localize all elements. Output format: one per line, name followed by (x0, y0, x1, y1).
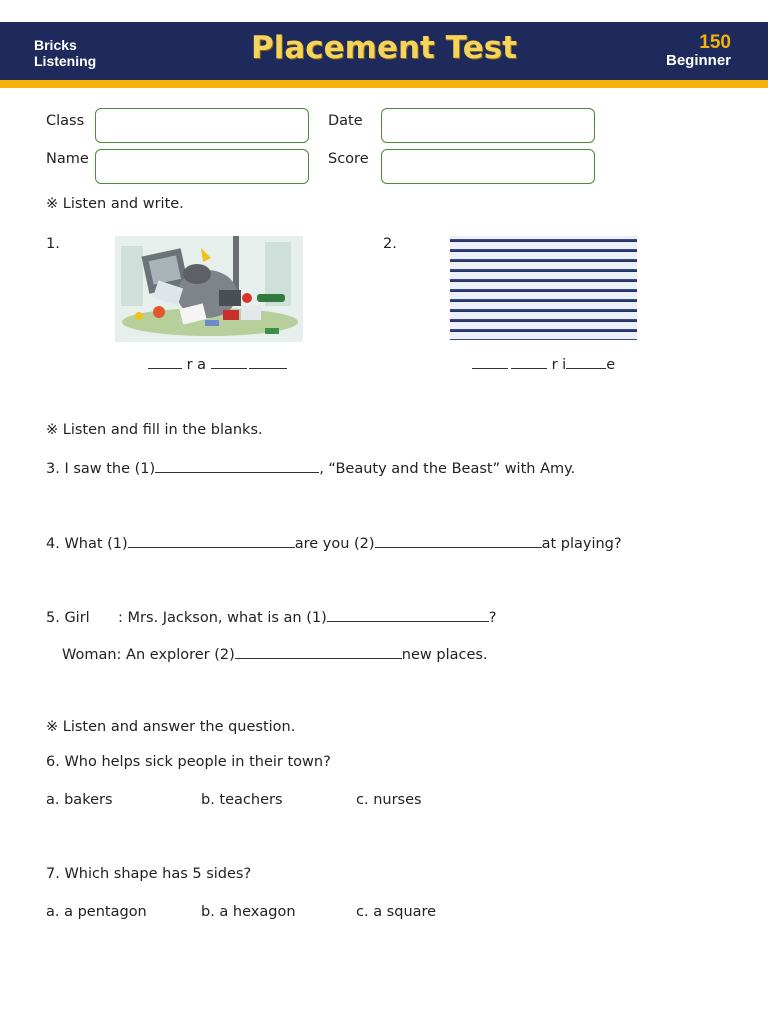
score-field[interactable] (381, 149, 595, 184)
date-field[interactable] (381, 108, 595, 143)
q2-letter-e: e (606, 357, 616, 373)
q4-middle: are you (2) (294, 536, 375, 552)
q5-girl-speaker: 5. Girl (46, 610, 90, 626)
q2-blank-1[interactable] (472, 355, 508, 369)
class-label: Class (46, 113, 85, 129)
class-field[interactable] (95, 108, 309, 143)
level-number: 150 (699, 32, 731, 53)
name-field[interactable] (95, 149, 309, 184)
q1-blank-2[interactable] (211, 355, 247, 369)
q6-option-b[interactable]: b. teachers (201, 792, 283, 808)
q5-girl-end: ? (488, 610, 497, 626)
question-3 (46, 459, 575, 477)
header-bar (0, 22, 768, 80)
question-7: 7. Which shape has 5 sides? (46, 866, 252, 882)
q7-option-a[interactable]: a. a pentagon (46, 904, 147, 920)
q7-option-b[interactable]: b. a hexagon (201, 904, 296, 920)
question-6: 6. Who helps sick people in their town? (46, 754, 331, 770)
question-5-woman-line (62, 645, 488, 663)
header-stripe (0, 80, 768, 88)
trash-pile-image (115, 236, 303, 342)
q3-suffix: , “Beauty and the Beast” with Amy. (319, 461, 576, 477)
q4-prefix: 4. What (1) (46, 536, 128, 552)
q5-woman-prefix: Woman: An explorer (2) (62, 647, 235, 663)
listen-write-instruction: ※ Listen and write. (46, 196, 184, 212)
brand-line1: Bricks (34, 37, 77, 53)
striped-lines-image (450, 236, 637, 340)
fill-blanks-instruction: ※ Listen and fill in the blanks. (46, 422, 263, 438)
question-5-girl-line (46, 608, 496, 626)
level-label: Beginner (665, 52, 731, 69)
q5-woman-suffix: new places. (401, 647, 488, 663)
q1-blank-1[interactable] (148, 355, 182, 369)
q4-suffix: at playing? (541, 536, 622, 552)
question-1-number: 1. (46, 236, 60, 252)
q3-prefix: 3. I saw the (1) (46, 461, 156, 477)
q4-blank-2[interactable] (375, 534, 542, 548)
q5-blank-1[interactable] (327, 608, 489, 622)
question-4 (46, 534, 622, 552)
brand-line2: Listening (34, 53, 97, 69)
q2-letters: r i (551, 357, 567, 373)
q1-blank-3[interactable] (249, 355, 287, 369)
page-title: Placement Test (251, 30, 517, 66)
q5-girl-text: : Mrs. Jackson, what is an (1) (118, 610, 327, 626)
question-2-number: 2. (383, 236, 397, 252)
q2-blank-3[interactable] (566, 355, 606, 369)
q1-letters: r a (186, 357, 207, 373)
name-label: Name (46, 151, 89, 167)
date-label: Date (328, 113, 363, 129)
q2-blank-2[interactable] (511, 355, 547, 369)
score-label: Score (328, 151, 369, 167)
q5-blank-2[interactable] (235, 645, 402, 659)
question-1-answer-line (148, 355, 287, 373)
q6-option-a[interactable]: a. bakers (46, 792, 113, 808)
question-2-answer-line (472, 355, 615, 373)
q4-blank-1[interactable] (128, 534, 295, 548)
q6-option-c[interactable]: c. nurses (356, 792, 422, 808)
answer-question-instruction: ※ Listen and answer the question. (46, 719, 296, 735)
q3-blank-1[interactable] (155, 459, 319, 473)
q7-option-c[interactable]: c. a square (356, 904, 437, 920)
level-badge (666, 34, 731, 70)
